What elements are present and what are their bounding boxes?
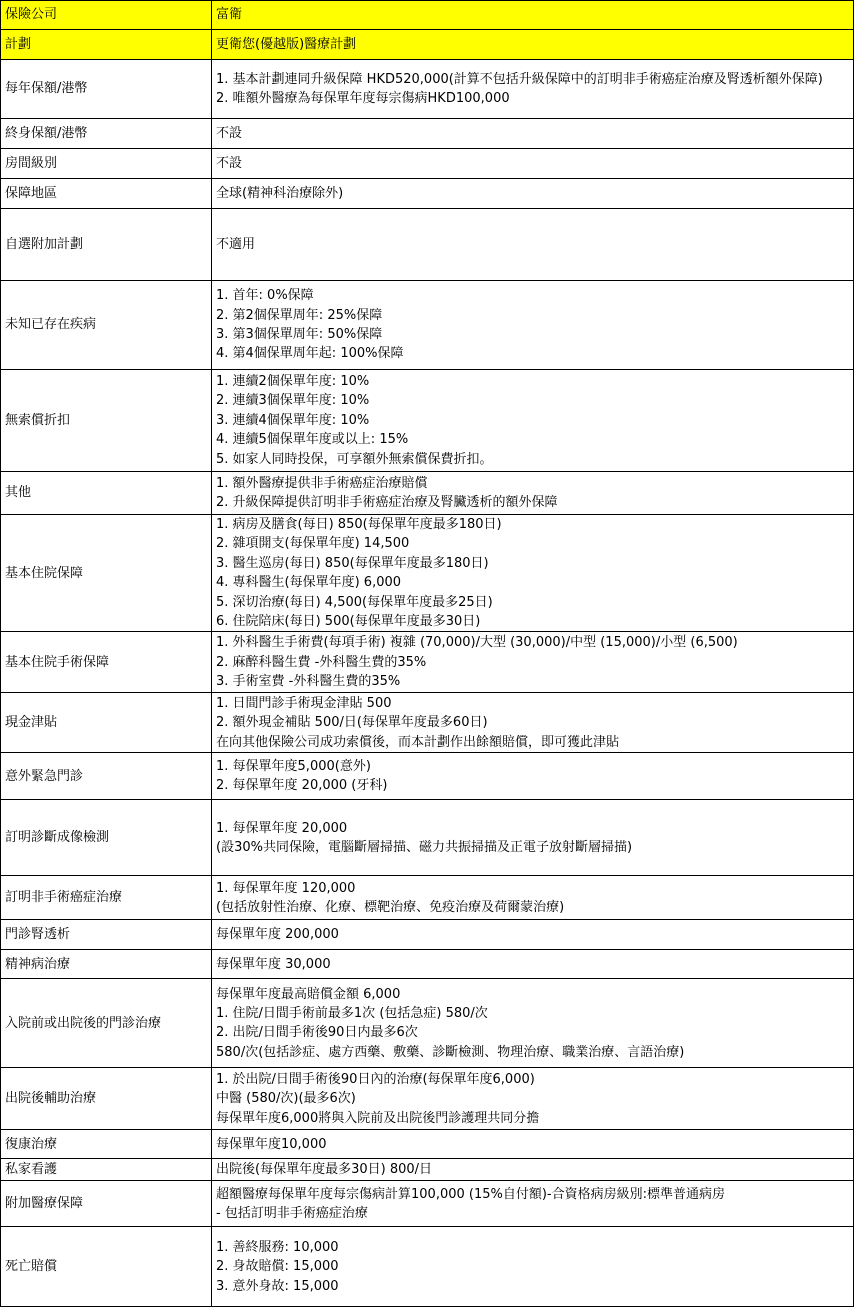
value-line: 4. 專科醫生(每保單年度) 6,000 [216,575,402,591]
value-line: 4. 連續5個保單年度或以上: 15% [216,432,409,448]
row-value [212,800,854,876]
value-line: 每保單年度6,000將與入院前及出院後門診護理共同分擔 [216,1110,540,1126]
row-value [212,1181,854,1227]
value-line: (設30%共同保險，電腦斷層掃描、磁力共振掃描及正電子放射斷層掃描) [216,839,633,855]
table-row [1,950,854,979]
value-line: 2. 雜項開支(每保單年度) 14,500 [216,536,410,552]
row-value [212,1227,854,1307]
row-value [212,119,854,149]
row-label: 未知已存在疾病 [1,281,212,370]
table-body [1,1,854,1307]
value-line: 3. 第3個保單周年: 50%保障 [216,327,383,342]
value-line: (包括放射性治療、化療、標靶治療、免疫治療及荷爾蒙治療) [216,899,565,915]
row-label: 訂明非手術癌症治療 [1,876,212,920]
value-line: 2. 連續3個保單年度: 10% [216,393,370,409]
value-line: 6. 住院陪床(每日) 500(每保單年度最多30日) [216,614,481,630]
value-line: 2. 升級保障提供訂明非手術癌症治療及腎臟透析的額外保障 [216,495,558,510]
table-row [1,693,854,753]
row-value [212,753,854,800]
row-label: 現金津貼 [1,693,212,753]
row-label: 復康治療 [1,1130,212,1159]
value-line: 1. 外科醫生手術費(每項手術) 複雜 (70,000)/大型 (30,000)/中型 (15,000)/小型 (6,500) [216,635,738,651]
value-line: 更衛您(優越版)醫療計劃 [216,36,357,52]
table-row [1,472,854,515]
table-row [1,209,854,281]
row-value [212,950,854,979]
value-line: 1. 額外醫療提供非手術癌症治療賠償 [216,475,428,491]
row-value [212,632,854,693]
table-row [1,979,854,1068]
row-value [212,209,854,281]
table-row [1,30,854,60]
table-row [1,119,854,149]
row-value [212,472,854,515]
value-line: 每保單年度最高賠償金額 6,000 [216,986,401,1002]
row-value [212,515,854,632]
row-value [212,876,854,920]
table-row [1,1130,854,1159]
value-line: 每保單年度 30,000 [216,956,331,972]
row-label: 私家看護 [1,1159,212,1181]
value-line: 1. 每保單年度 120,000 [216,880,356,896]
row-label: 無索償折扣 [1,370,212,472]
table-row [1,149,854,179]
row-label: 自選附加計劃 [1,209,212,281]
value-line: 5. 如家人同時投保，可享額外無索償保費折扣。 [216,451,493,467]
row-label: 門診腎透析 [1,920,212,950]
row-label: 房間級別 [1,149,212,179]
value-line: 580/次(包括診症、處方西藥、敷藥、診斷檢測、物理治療、職業治療、言語治療) [216,1044,685,1060]
value-line: 3. 連續4個保單年度: 10% [216,412,370,428]
table-row [1,876,854,920]
table-row [1,60,854,119]
row-label: 出院後輔助治療 [1,1068,212,1130]
value-line: 在向其他保險公司成功索償後，而本計劃作出餘額賠償，即可獲此津貼 [216,734,620,750]
value-line: 每保單年度 200,000 [216,927,339,943]
table-row [1,1068,854,1130]
value-line: - 包括訂明非手術癌症治療 [216,1205,368,1221]
row-value [212,281,854,370]
row-value [212,1159,854,1181]
row-label: 計劃 [1,30,212,60]
row-label: 保障地區 [1,179,212,209]
value-line: 2. 麻醉科醫生費 -外科醫生費的35% [216,654,427,670]
table-row [1,1,854,30]
value-line: 富衛 [216,7,243,23]
value-line: 2. 出院/日間手術後90日内最多6次 [216,1025,418,1041]
table-row [1,920,854,950]
value-line: 1. 善終服務: 10,000 [216,1239,339,1255]
row-label: 意外緊急門診 [1,753,212,800]
value-line: 1. 病房及膳食(每日) 850(每保單年度最多180日) [216,517,502,532]
value-line: 1. 日間門診手術現金津貼 500 [216,695,392,711]
table-row [1,1181,854,1227]
row-label: 訂明診斷成像檢測 [1,800,212,876]
value-line: 不設 [216,125,243,141]
table-row [1,370,854,472]
row-label: 終身保額/港幣 [1,119,212,149]
value-line: 2. 額外現金補貼 500/日(每保單年度最多60日) [216,715,488,731]
value-line: 不設 [216,155,243,171]
value-line: 超額醫療每保單年度每宗傷病計算100,000 (15%自付額)-合資格病房級別:標準普通病房 [216,1186,726,1202]
value-line: 2. 每保單年度 20,000 (牙科) [216,778,388,794]
row-value [212,1130,854,1159]
value-line: 不適用 [216,236,256,252]
table-row [1,515,854,632]
value-line: 3. 醫生巡房(每日) 850(每保單年度最多180日) [216,555,489,571]
row-value [212,1068,854,1130]
row-value [212,693,854,753]
value-line: 4. 第4個保單周年起: 100%保障 [216,346,404,362]
row-label: 保險公司 [1,1,212,30]
table-row [1,1159,854,1181]
value-line: 5. 深切治療(每日) 4,500(每保單年度最多25日) [216,594,493,610]
table-row [1,1227,854,1307]
row-value [212,979,854,1068]
value-line: 1. 每保單年度 20,000 [216,820,348,836]
row-label: 每年保額/港幣 [1,60,212,119]
row-value [212,1,854,30]
table-row [1,753,854,800]
row-label: 死亡賠償 [1,1227,212,1307]
value-line: 1. 首年: 0%保障 [216,288,314,304]
table-row [1,632,854,693]
table-row [1,179,854,209]
row-value [212,30,854,60]
row-label: 精神病治療 [1,950,212,979]
value-line: 出院後(每保單年度最多30日) 800/日 [216,1162,433,1178]
row-label: 其他 [1,472,212,515]
value-line: 3. 手術室費 -外科醫生費的35% [216,674,401,690]
value-line: 1. 基本計劃連同升級保障 HKD520,000(計算不包括升級保障中的訂明非手術癌症治療及腎透析額外保障) [216,71,823,87]
table-row [1,800,854,876]
value-line: 1. 每保單年度5,000(意外) [216,759,371,775]
value-line: 2. 唯額外醫療為每保單年度每宗傷病HKD100,000 [216,91,510,106]
value-line: 2. 身故賠償: 15,000 [216,1259,339,1275]
row-value [212,179,854,209]
row-value [212,370,854,472]
row-value [212,60,854,119]
row-value [212,149,854,179]
value-line: 全球(精神科治療除外) [216,185,344,201]
value-line: 3. 意外身故: 15,000 [216,1278,339,1294]
row-label: 附加醫療保障 [1,1181,212,1227]
value-line: 1. 住院/日間手術前最多1次 (包括急症) 580/次 [216,1006,488,1022]
row-label: 基本住院手術保障 [1,632,212,693]
row-label: 基本住院保障 [1,515,212,632]
value-line: 每保單年度10,000 [216,1136,327,1152]
value-line: 中醫 (580/次)(最多6次) [216,1091,356,1107]
value-line: 1. 於出院/日間手術後90日內的治療(每保單年度6,000) [216,1071,535,1087]
value-line: 2. 第2個保單周年: 25%保障 [216,307,383,323]
table-row [1,281,854,370]
value-line: 1. 連續2個保單年度: 10% [216,373,370,389]
row-label: 入院前或出院後的門診治療 [1,979,212,1068]
row-value [212,920,854,950]
